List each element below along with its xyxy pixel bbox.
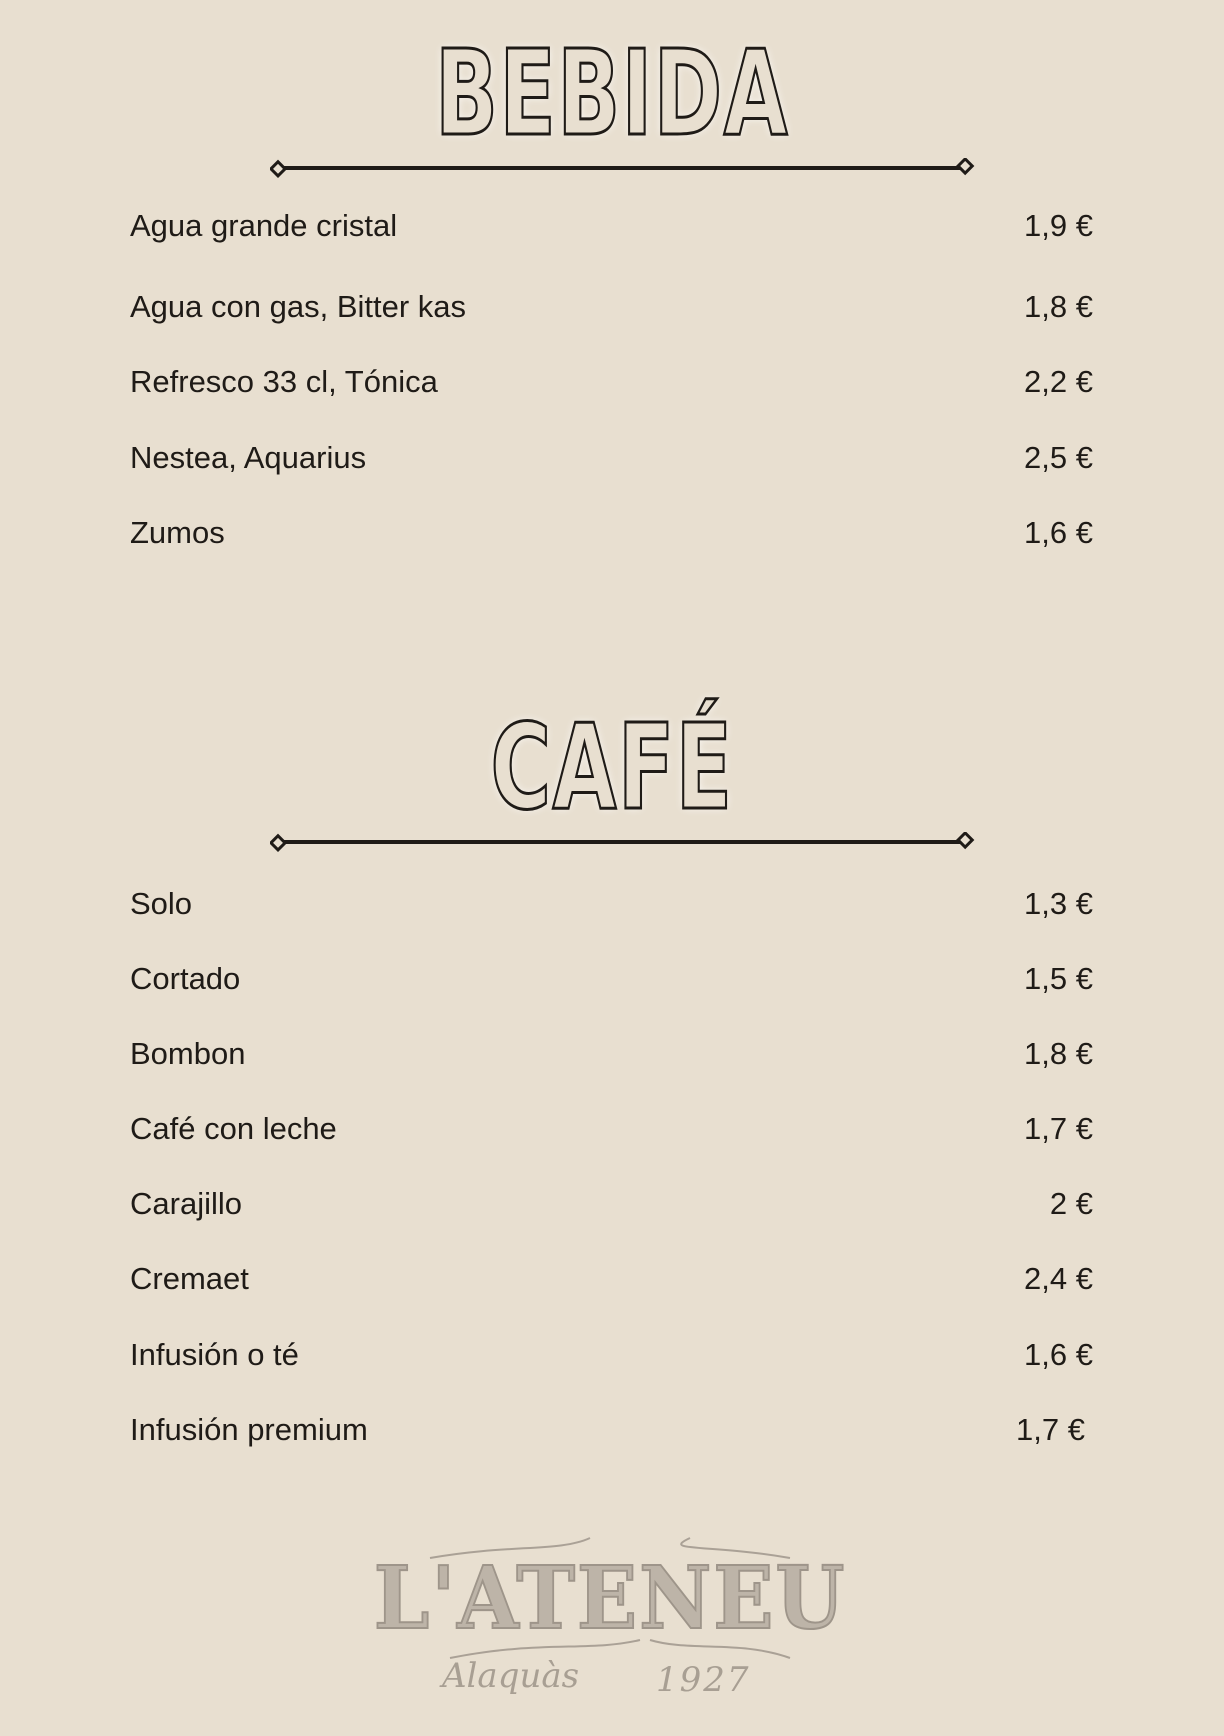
menu-item-name: Bombon bbox=[130, 1036, 246, 1071]
menu-item-row bbox=[130, 360, 1093, 404]
menu-item-price: 2 € bbox=[1049, 1186, 1093, 1221]
section-title-cafe: CAFÉ bbox=[490, 698, 734, 836]
menu-item-row bbox=[130, 1408, 1085, 1452]
menu-item-name: Infusión o té bbox=[130, 1337, 299, 1372]
menu-item-row bbox=[130, 511, 1093, 555]
menu-item-name: Refresco 33 cl, Tónica bbox=[130, 364, 438, 399]
logo-name: L'ATENEU bbox=[373, 1548, 847, 1649]
logo-year: 1927 bbox=[656, 1660, 751, 1700]
menu-item-name: Agua con gas, Bitter kas bbox=[130, 289, 467, 324]
menu-item-row bbox=[130, 1257, 1093, 1301]
menu-item-price: 1,7 € bbox=[1024, 1111, 1093, 1146]
menu-item-row bbox=[130, 1333, 1093, 1377]
title-divider-bebida bbox=[270, 158, 976, 178]
menu-item-row bbox=[130, 285, 1093, 329]
title-divider-cafe bbox=[270, 832, 976, 852]
section-title-bebida: BEBIDA bbox=[435, 24, 789, 162]
menu-item-price: 1,3 € bbox=[1024, 886, 1093, 921]
menu-item-price: 2,2 € bbox=[1024, 364, 1093, 399]
logo bbox=[330, 1530, 890, 1710]
menu-item-name: Infusión premium bbox=[130, 1412, 368, 1447]
menu-item-row bbox=[130, 436, 1093, 480]
menu-item-name: Zumos bbox=[130, 515, 225, 550]
menu-item-row bbox=[130, 1182, 1093, 1226]
menu-item-name: Agua grande cristal bbox=[130, 208, 398, 243]
menu-item-price: 1,6 € bbox=[1024, 1337, 1093, 1372]
menu-item-price: 1,5 € bbox=[1024, 961, 1093, 996]
menu-item-row bbox=[130, 204, 1093, 248]
menu-item-price: 1,8 € bbox=[1024, 289, 1093, 324]
menu-item-name: Carajillo bbox=[130, 1186, 242, 1221]
menu-item-row bbox=[130, 882, 1093, 926]
menu-item-name: Café con leche bbox=[130, 1111, 337, 1146]
menu-item-row bbox=[130, 957, 1093, 1001]
menu-item-price: 1,8 € bbox=[1024, 1036, 1093, 1071]
menu-item-price: 1,7 € bbox=[1016, 1412, 1085, 1447]
menu-item-price: 2,5 € bbox=[1024, 440, 1093, 475]
menu-item-price: 2,4 € bbox=[1024, 1261, 1093, 1296]
menu-item-row bbox=[130, 1107, 1093, 1151]
menu-item-name: Solo bbox=[130, 886, 193, 921]
menu-item-name: Nestea, Aquarius bbox=[130, 440, 367, 475]
menu-item-name: Cortado bbox=[130, 961, 241, 996]
menu-item-name: Cremaet bbox=[130, 1261, 249, 1296]
menu-item-row bbox=[130, 1032, 1093, 1076]
menu-item-price: 1,9 € bbox=[1024, 208, 1093, 243]
menu-item-price: 1,6 € bbox=[1024, 515, 1093, 550]
logo-place: Alaquàs bbox=[442, 1656, 580, 1696]
